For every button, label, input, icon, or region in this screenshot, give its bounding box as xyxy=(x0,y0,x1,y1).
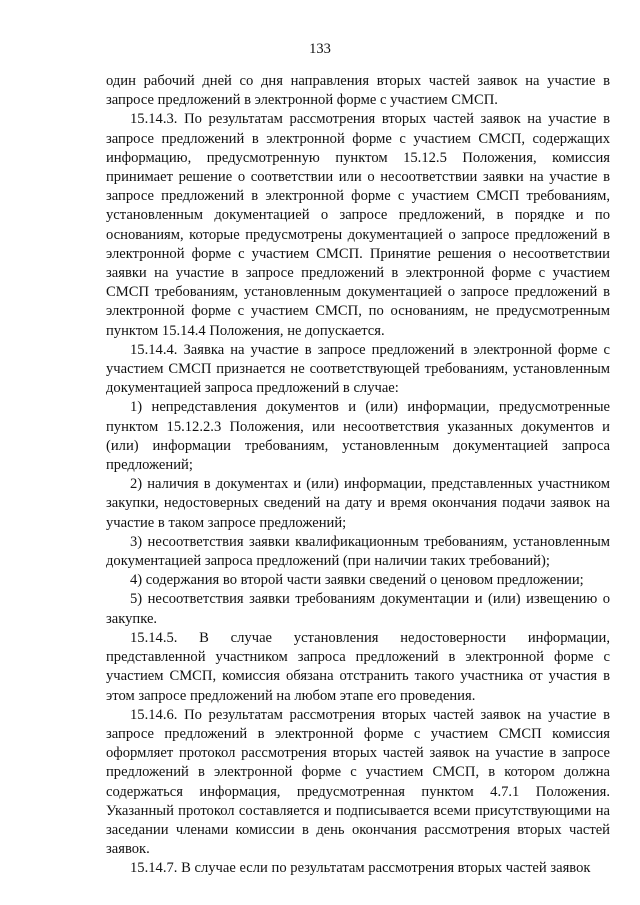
list-item: 5) несоответствия заявки требованиям документации и (или) извещению о закупке. xyxy=(106,591,610,627)
paragraph: 15.14.4. Заявка на участие в запросе предложений в электронной форме с участием СМСП признается не соответствующей требованиям, установленным документацией запроса предложений в случае: xyxy=(106,341,610,397)
list-item: 1) непредставления документов и (или) информации, предусмотренные пунктом 15.12.2.3 Положения, или несоответствия указанных документов и (или) информации требованиям, установленным документацией запроса предложений; xyxy=(106,399,610,474)
document-body xyxy=(106,72,610,879)
paragraph: 15.14.5. В случае установления недостоверности информации, представленной участником запроса предложений в электронной форме с участием СМСП, комиссия обязана отстранить такого участника от участия в этом запросе предложений на любом этапе его проведения. xyxy=(106,629,610,704)
paragraph: 15.14.3. По результатам рассмотрения вторых частей заявок на участие в запросе предложений в электронной форме с участием СМСП, содержащих информацию, предусмотренную пунктом 15.12.5 Положения, комиссия принимает решение о соответствии или о несоответствии заявки на участие в запросе предложений в электронной форме с участием СМСП требованиям, установленным документацией о запросе предложений, в порядке и по основаниям, которые предусмотрены документацией о запросе предложений в электронной форме с участием СМСП. Принятие решения о несоответствии заявки на участие в запросе предложений в электронной форме с участием СМСП требованиям, установленным документацией о запросе предложений в электронной форме с участием СМСП, по основаниям, не предусмотренным пунктом 15.14.4 Положения, не допускается. xyxy=(106,111,610,339)
list-item: 3) несоответствия заявки квалификационным требованиям, установленным документацией запроса предложений (при наличии таких требований); xyxy=(106,533,610,570)
list-item: 2) наличия в документах и (или) информации, представленных участником закупки, недостоверных сведений на дату и время окончания подачи заявок на участие в таком запросе предложений; xyxy=(106,476,610,531)
paragraph: 15.14.7. В случае если по результатам рассмотрения вторых частей заявок xyxy=(130,860,591,877)
list-item: 4) содержания во второй части заявки сведений о ценовом предложении; xyxy=(130,572,584,589)
paragraph: 15.14.6. По результатам рассмотрения вторых частей заявок на участие в запросе предложений в электронной форме с участием СМСП комиссия оформляет протокол рассмотрения вторых частей заявок на участие в запросе предложений в электронной форме с участием СМСП, в котором должна содержаться информация, предусмотренная пунктом 4.7.1 Положения. Указанный протокол составляется и подписывается всеми присутствующими на заседании членами комиссии в день окончания рассмотрения вторых частей заявок. xyxy=(106,706,610,858)
paragraph: один рабочий дней со дня направления вторых частей заявок на участие в запросе предложений в электронной форме с участием СМСП. xyxy=(106,73,610,109)
page-number: 133 xyxy=(309,41,331,57)
